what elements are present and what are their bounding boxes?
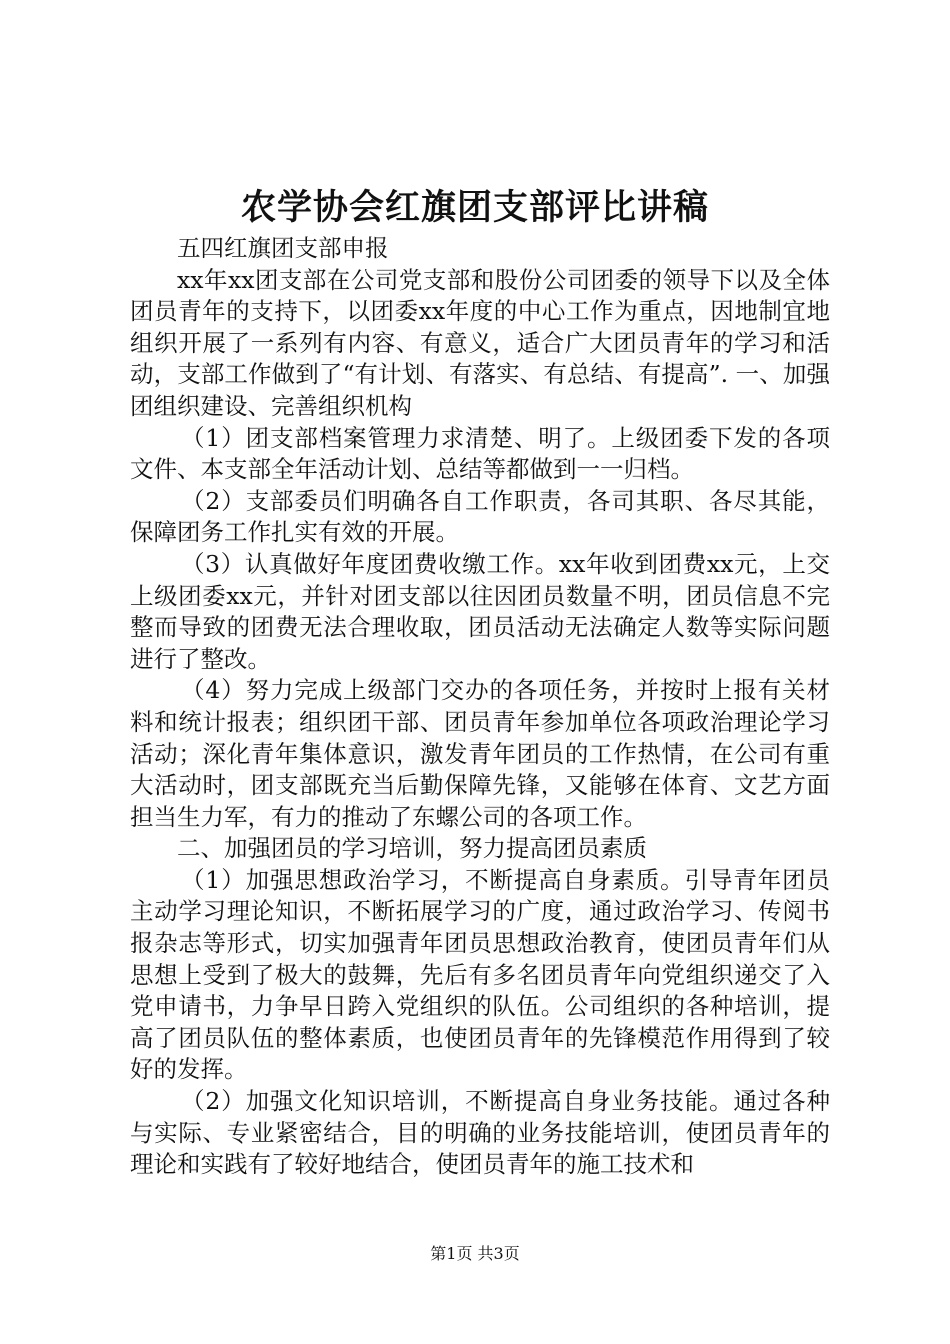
page-footer: 第1页 共3页 [430, 1244, 520, 1263]
section-heading: 二、加强团员的学习培训，努力提高团员素质 [177, 834, 647, 863]
paragraph: （1）团支部档案管理力求清楚、明了。上级团委下发的各项文件、本支部全年活动计划、总结等都做到一一归档。 [130, 423, 830, 484]
paragraph: xx年xx团支部在公司党支部和股份公司团委的领导下以及全体团员青年的支持下，以团委xx年度的中心工作为重点，因地制宜地组织开展了一系列有内容、有意义，适合广大团员青年的学习和活动，支部工作做到了“有计划、有落实、有总结、有提高”. 一、加强团组织建设、完善组织机构 [130, 265, 830, 420]
document-body [130, 233, 830, 1181]
document-title: 农学协会红旗团支部评比讲稿 [240, 187, 709, 228]
paragraph: （1）加强思想政治学习，不断提高自身素质。引导青年团员主动学习理论知识，不断拓展学习的广度，通过政治学习、传阅书报杂志等形式，切实加强青年团员思想政治教育，使团员青年们从思想上受到了极大的鼓舞，先后有多名团员青年向党组织递交了入党申请书，力争早日跨入党组织的队伍。公司组织的各种培训，提高了团员队伍的整体素质，也使团员青年的先锋模范作用得到了较好的发挥。 [130, 865, 830, 1084]
paragraph: （2）加强文化知识培训，不断提高自身业务技能。通过各种与实际、专业紧密结合，目的明确的业务技能培训，使团员青年的理论和实践有了较好地结合，使团员青年的施工技术和 [130, 1087, 830, 1179]
paragraph: （2）支部委员们明确各自工作职责，各司其职、各尽其能，保障团务工作扎实有效的开展。 [130, 486, 830, 547]
paragraph-heading: 五四红旗团支部申报 [177, 234, 389, 262]
paragraph: （3）认真做好年度团费收缴工作。xx年收到团费xx元，上交上级团委xx元，并针对团支部以往因团员数量不明，团员信息不完整而导致的团费无法合理收取，团员活动无法确定人数等实际问题进行了整改。 [130, 549, 830, 673]
paragraph: （4）努力完成上级部门交办的各项任务，并按时上报有关材料和统计报表；组织团干部、团员青年参加单位各项政治理论学习活动；深化青年集体意识，激发青年团员的工作热情，在公司有重大活动时，团支部既充当后勤保障先锋，又能够在体育、文艺方面担当生力军，有力的推动了东螺公司的各项工作。 [130, 676, 830, 831]
